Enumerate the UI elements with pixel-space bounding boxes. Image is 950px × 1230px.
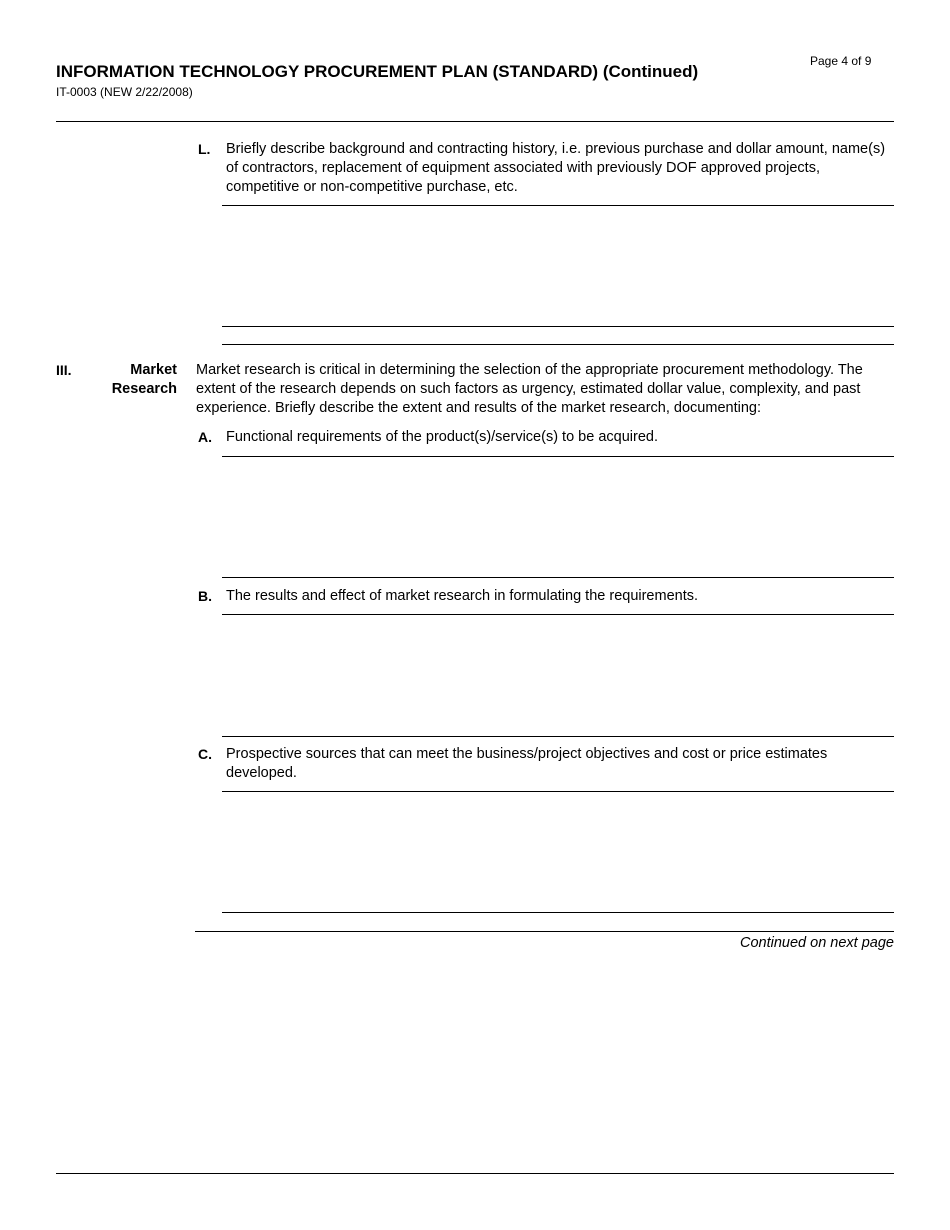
item-b-top-rule xyxy=(222,614,894,615)
item-a-top-rule xyxy=(222,456,894,457)
question-l-letter: L. xyxy=(198,141,211,157)
section-intro: Market research is critical in determining the selection of the appropriate procurement methodology. The extent of the research depends on such factors as urgency, estimated dollar value, complexity, and past experience. Briefly describe the extent and results of the market research, documenting: xyxy=(196,362,863,416)
item-a-letter: A. xyxy=(198,429,212,445)
form-number: IT-0003 (NEW 2/22/2008) xyxy=(56,85,193,99)
item-a-text: Functional requirements of the product(s)/service(s) to be acquired. xyxy=(226,429,658,445)
item-b-text: The results and effect of market research in formulating the requirements. xyxy=(226,588,699,604)
item-a-bottom-rule xyxy=(222,577,894,578)
question-l-answer-field[interactable] xyxy=(222,207,894,325)
item-a-answer-field[interactable] xyxy=(222,458,894,576)
item-c-letter: C. xyxy=(198,746,212,762)
item-c-answer-field[interactable] xyxy=(222,793,894,911)
item-c-bottom-rule xyxy=(222,912,894,913)
item-c-top-rule xyxy=(222,791,894,792)
form-title: INFORMATION TECHNOLOGY PROCUREMENT PLAN (STANDARD) (Continued) xyxy=(56,62,699,81)
section-title xyxy=(90,361,177,399)
item-b-letter: B. xyxy=(198,588,212,604)
section-title-line2: Research xyxy=(111,381,177,397)
item-b-bottom-rule xyxy=(222,736,894,737)
item-b-answer-field[interactable] xyxy=(222,616,894,734)
question-l-top-rule xyxy=(222,205,894,206)
section-title-line1: Market xyxy=(130,362,177,378)
item-c-text: Prospective sources that can meet the business/project objectives and cost or price estimates developed. xyxy=(226,746,828,781)
section-end-rule xyxy=(195,931,894,932)
header-divider xyxy=(56,121,894,122)
section-number: III. xyxy=(56,362,72,378)
footer-divider xyxy=(56,1173,894,1174)
page-number: Page 4 of 9 xyxy=(810,54,872,68)
continued-note: Continued on next page xyxy=(740,935,894,951)
question-l-bottom-rule xyxy=(222,326,894,327)
section-divider xyxy=(222,344,894,345)
question-l-text: Briefly describe background and contracting history, i.e. previous purchase and dollar amount, name(s) of contractors, replacement of equipment associated with previously DOF approved projects, competitive or non-competitive purchase, etc. xyxy=(226,141,886,195)
